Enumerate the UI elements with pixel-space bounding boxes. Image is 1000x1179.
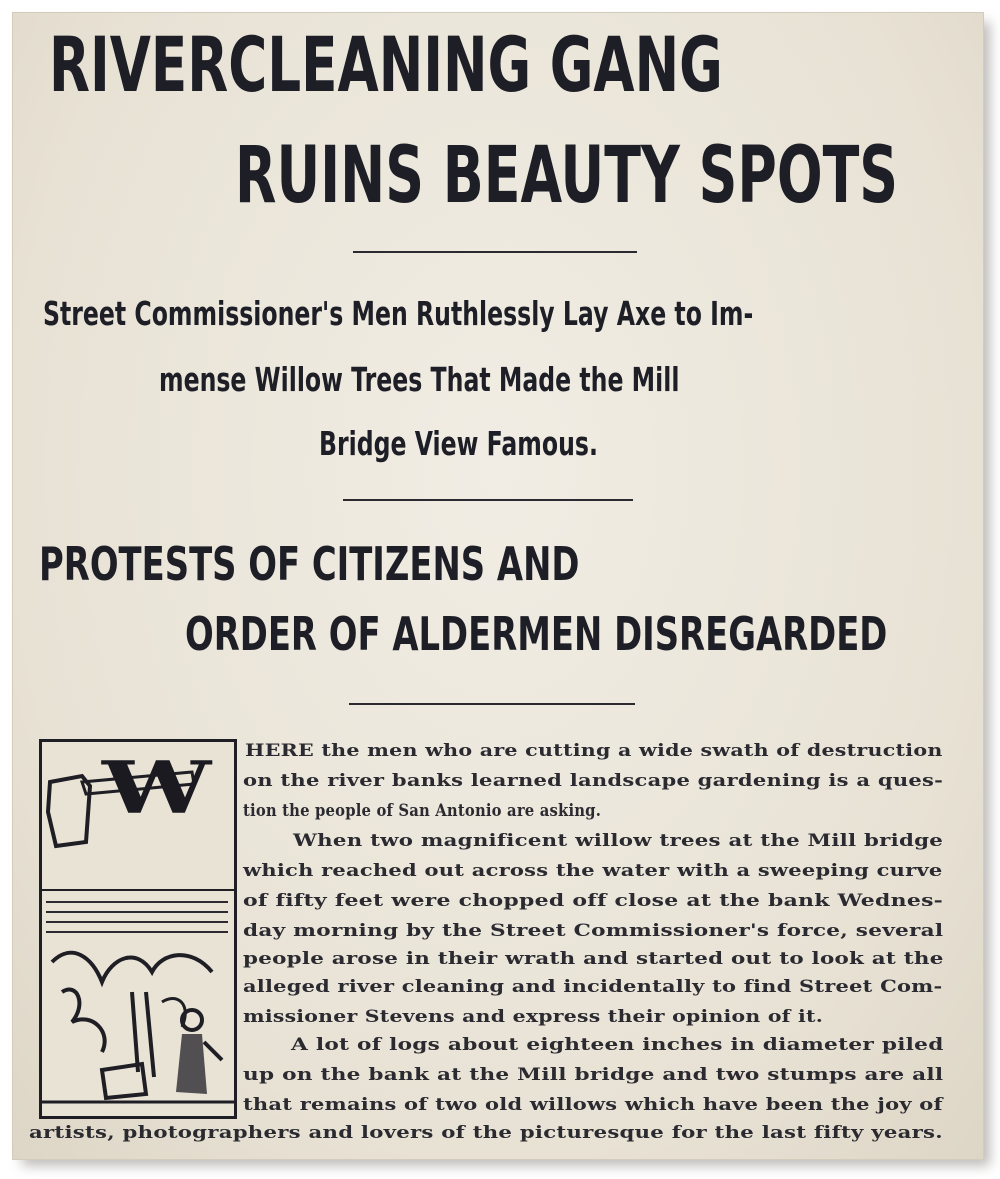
deck-line-2: mense Willow Trees That Made the Mill bbox=[159, 360, 680, 399]
article-body-line: people arose in their wrath and started out to look at the bbox=[243, 949, 944, 969]
article-body-line: day morning by the Street Commissioner's force, several bbox=[243, 921, 944, 941]
headline-line-1: RIVERCLEANING GANG bbox=[49, 20, 723, 109]
divider-rule bbox=[353, 251, 637, 253]
drop-cap-letter: W bbox=[102, 745, 212, 830]
article-body-line: When two magnificent willow trees at the Mill bridge bbox=[293, 831, 944, 851]
article-body-line: alleged river cleaning and incidentally to find Street Com- bbox=[243, 977, 943, 997]
article-body-line: artists, photographers and lovers of the picturesque for the last fifty years. bbox=[29, 1123, 943, 1143]
newspaper-clipping bbox=[12, 12, 984, 1160]
article-body-line: HERE the men who are cutting a wide swath of destruction bbox=[245, 741, 943, 761]
illustrated-initial bbox=[39, 739, 237, 1119]
article-body-line: on the river banks learned landscape gardening is a ques- bbox=[243, 771, 944, 791]
headline-line-2: RUINS BEAUTY SPOTS bbox=[235, 131, 899, 221]
deck-line-3: Bridge View Famous. bbox=[319, 424, 598, 463]
divider-rule bbox=[343, 499, 633, 501]
subhead-line-1: PROTESTS OF CITIZENS AND bbox=[39, 537, 580, 591]
article-body-line: which reached out across the water with a sweeping curve bbox=[243, 861, 943, 881]
article-body-line: tion the people of San Antonio are asking. bbox=[243, 801, 602, 821]
subhead-line-2: ORDER OF ALDERMEN DISREGARDED bbox=[185, 607, 888, 661]
article-body-line: of fifty feet were chopped off close at the bank Wednes- bbox=[243, 891, 944, 911]
article-body-line: missioner Stevens and express their opinion of it. bbox=[243, 1007, 824, 1027]
article-body-line: up on the bank at the Mill bridge and two stumps are all bbox=[243, 1065, 944, 1085]
article-body-line: that remains of two old willows which have been the joy of bbox=[243, 1095, 943, 1115]
article-body-line: A lot of logs about eighteen inches in diameter piled bbox=[291, 1035, 944, 1055]
deck-line-1: Street Commissioner's Men Ruthlessly Lay Axe to Im- bbox=[43, 294, 754, 333]
divider-rule bbox=[349, 703, 635, 705]
